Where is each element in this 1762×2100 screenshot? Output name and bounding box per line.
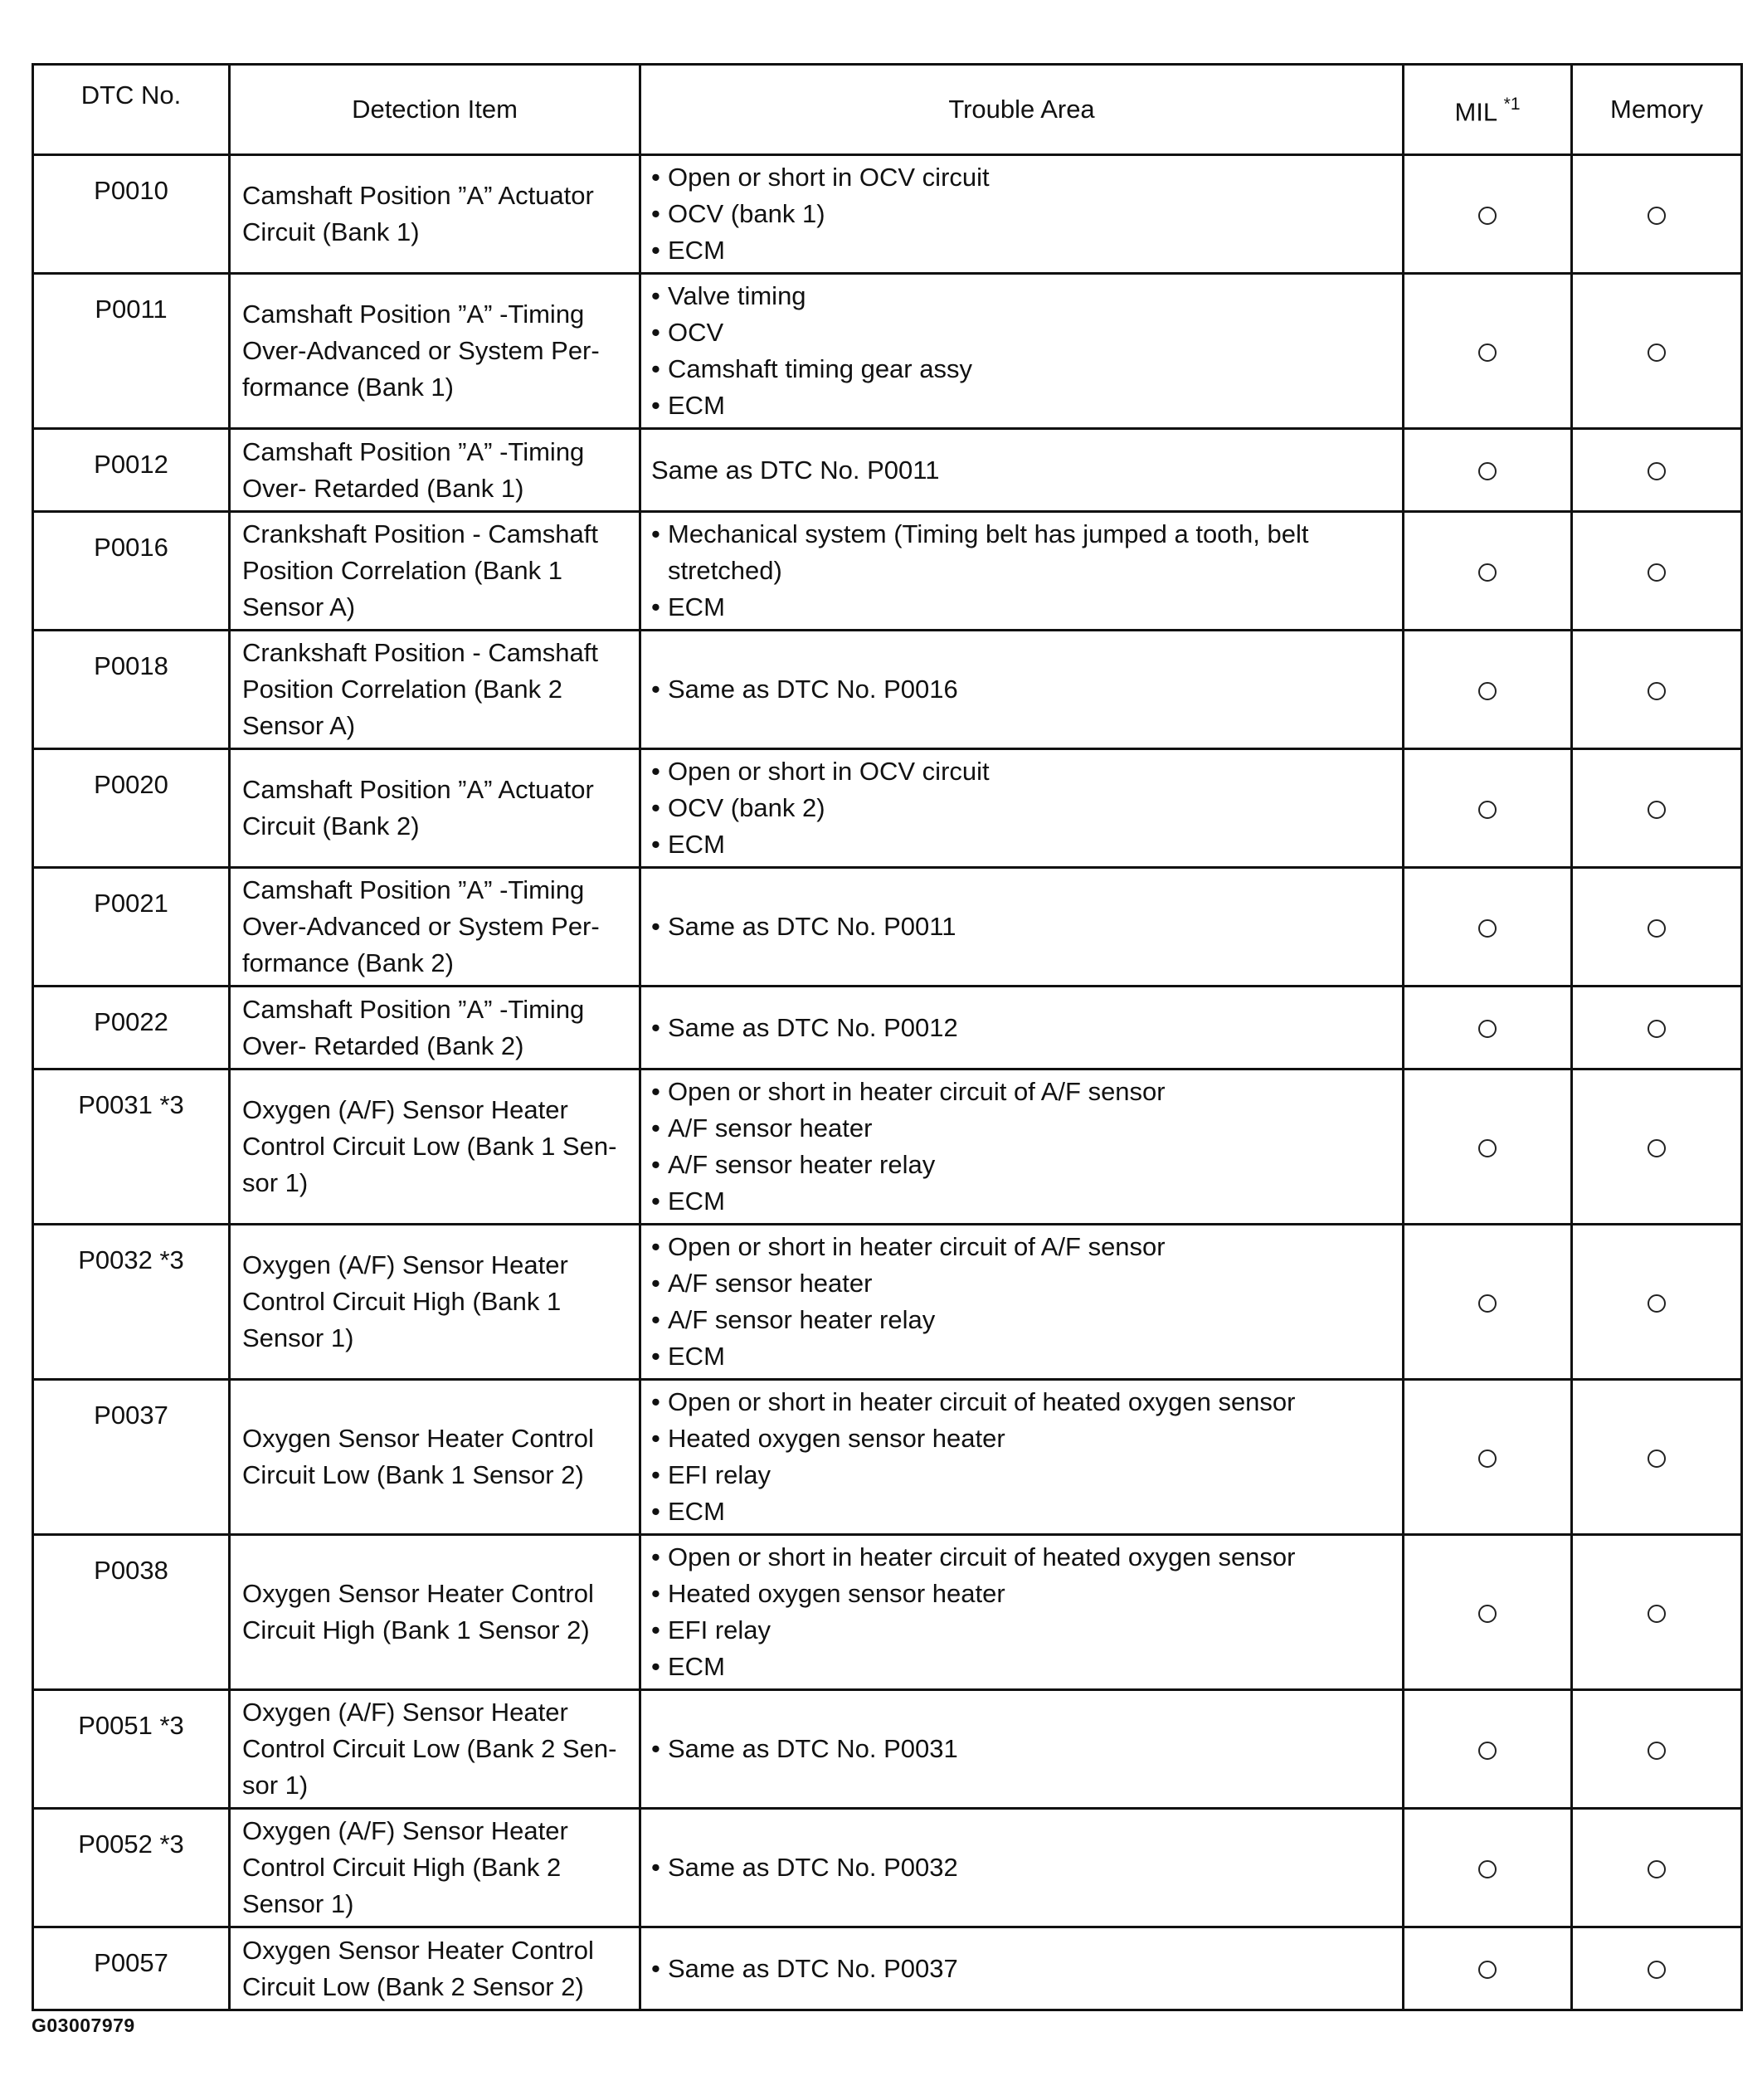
memory-cell bbox=[1572, 274, 1742, 429]
trouble-area-text: A/F sensor heater relay bbox=[668, 1305, 936, 1334]
memory-circle-icon bbox=[1648, 563, 1666, 582]
trouble-area-item bbox=[651, 589, 1394, 626]
header-row bbox=[33, 65, 1742, 155]
trouble-area bbox=[640, 1225, 1404, 1380]
table-row bbox=[33, 631, 1742, 749]
dtc-code: P0051 *3 bbox=[33, 1690, 230, 1809]
trouble-area-item bbox=[651, 1576, 1394, 1612]
trouble-area-text: Same as DTC No. P0031 bbox=[668, 1734, 958, 1763]
memory-cell bbox=[1572, 1690, 1742, 1809]
memory-circle-icon bbox=[1648, 801, 1666, 819]
mil-cell bbox=[1404, 868, 1572, 987]
detection-item: Oxygen (A/F) Sensor Heater Control Circuit High (Bank 1 Sensor 1) bbox=[230, 1225, 640, 1380]
trouble-area-text: Open or short in OCV circuit bbox=[668, 163, 990, 192]
trouble-area-text: ECM bbox=[668, 1652, 725, 1681]
header-mil bbox=[1404, 65, 1572, 155]
dtc-code: P0032 *3 bbox=[33, 1225, 230, 1380]
trouble-area bbox=[640, 1380, 1404, 1535]
trouble-area-item bbox=[651, 1147, 1394, 1183]
memory-circle-icon bbox=[1648, 919, 1666, 938]
trouble-area-text: Same as DTC No. P0032 bbox=[668, 1853, 958, 1882]
bullet-icon: • bbox=[651, 793, 660, 822]
detection-item: Oxygen Sensor Heater Control Circuit Low (Bank 1 Sensor 2) bbox=[230, 1380, 640, 1535]
trouble-area-text: ECM bbox=[668, 830, 725, 859]
table-row bbox=[33, 1225, 1742, 1380]
header-memory: Memory bbox=[1572, 65, 1742, 155]
memory-cell bbox=[1572, 631, 1742, 749]
trouble-area bbox=[640, 1069, 1404, 1225]
detection-item: Crankshaft Position - Camshaft Position Correlation (Bank 1 Sensor A) bbox=[230, 512, 640, 631]
bullet-icon: • bbox=[651, 1615, 660, 1644]
detection-item: Camshaft Position ”A” -Timing Over-Advanced or System Per- formance (Bank 1) bbox=[230, 274, 640, 429]
trouble-area-item bbox=[651, 790, 1394, 826]
trouble-area-item bbox=[651, 232, 1394, 269]
dtc-code: P0052 *3 bbox=[33, 1809, 230, 1927]
trouble-area-text: Heated oxygen sensor heater bbox=[668, 1424, 1005, 1453]
trouble-area-item bbox=[651, 1493, 1394, 1530]
trouble-area-text: EFI relay bbox=[668, 1615, 771, 1644]
trouble-area-item bbox=[651, 826, 1394, 863]
bullet-icon: • bbox=[651, 1542, 660, 1571]
trouble-area-item bbox=[651, 1265, 1394, 1302]
bullet-icon: • bbox=[651, 199, 660, 228]
trouble-area bbox=[640, 274, 1404, 429]
trouble-area-item bbox=[651, 1338, 1394, 1375]
memory-cell bbox=[1572, 1927, 1742, 2010]
dtc-code: P0010 bbox=[33, 155, 230, 274]
memory-circle-icon bbox=[1648, 462, 1666, 480]
trouble-area-text: Heated oxygen sensor heater bbox=[668, 1579, 1005, 1608]
bullet-icon: • bbox=[651, 1424, 660, 1453]
mil-cell bbox=[1404, 631, 1572, 749]
trouble-area-item bbox=[651, 1849, 1394, 1886]
trouble-area-text: Same as DTC No. P0037 bbox=[668, 1953, 958, 1983]
bullet-icon: • bbox=[651, 912, 660, 941]
trouble-area-text: ECM bbox=[668, 1342, 725, 1371]
bullet-icon: • bbox=[651, 281, 660, 310]
memory-cell bbox=[1572, 987, 1742, 1069]
bullet-icon: • bbox=[651, 1342, 660, 1371]
trouble-area-text: Same as DTC No. P0011 bbox=[651, 455, 940, 485]
mil-cell bbox=[1404, 1690, 1572, 1809]
table-row bbox=[33, 987, 1742, 1069]
memory-cell bbox=[1572, 868, 1742, 987]
bullet-icon: • bbox=[651, 354, 660, 383]
dtc-code: P0031 *3 bbox=[33, 1069, 230, 1225]
mil-circle-icon bbox=[1478, 1860, 1497, 1878]
trouble-area-text: Mechanical system (Timing belt has jumped a tooth, belt stretched) bbox=[668, 519, 1309, 585]
bullet-icon: • bbox=[651, 1232, 660, 1261]
table-row bbox=[33, 512, 1742, 631]
trouble-area-text: Open or short in heater circuit of A/F sensor bbox=[668, 1077, 1166, 1106]
table-row bbox=[33, 1535, 1742, 1690]
detection-item: Oxygen Sensor Heater Control Circuit Low (Bank 2 Sensor 2) bbox=[230, 1927, 640, 2010]
trouble-area-item bbox=[651, 387, 1394, 424]
trouble-area-text: ECM bbox=[668, 1186, 725, 1216]
bullet-icon: • bbox=[651, 1012, 660, 1042]
memory-circle-icon bbox=[1648, 1020, 1666, 1038]
memory-circle-icon bbox=[1648, 1961, 1666, 1979]
mil-circle-icon bbox=[1478, 1294, 1497, 1313]
bullet-icon: • bbox=[651, 1113, 660, 1143]
table-row bbox=[33, 1690, 1742, 1809]
trouble-area-text: OCV bbox=[668, 318, 724, 347]
trouble-area bbox=[640, 631, 1404, 749]
trouble-area-text: Same as DTC No. P0016 bbox=[668, 675, 958, 704]
trouble-area-text: Same as DTC No. P0011 bbox=[668, 912, 956, 941]
memory-circle-icon bbox=[1648, 1742, 1666, 1760]
memory-circle-icon bbox=[1648, 207, 1666, 225]
table-row bbox=[33, 1809, 1742, 1927]
memory-cell bbox=[1572, 1535, 1742, 1690]
dtc-code: P0022 bbox=[33, 987, 230, 1069]
bullet-icon: • bbox=[651, 391, 660, 420]
dtc-code: P0011 bbox=[33, 274, 230, 429]
trouble-area-item bbox=[651, 1110, 1394, 1147]
trouble-area-item bbox=[651, 196, 1394, 232]
table-body bbox=[33, 155, 1742, 2010]
bullet-icon: • bbox=[651, 519, 660, 548]
memory-circle-icon bbox=[1648, 344, 1666, 362]
memory-cell bbox=[1572, 749, 1742, 868]
mil-circle-icon bbox=[1478, 1139, 1497, 1157]
detection-item: Oxygen (A/F) Sensor Heater Control Circuit High (Bank 2 Sensor 1) bbox=[230, 1809, 640, 1927]
bullet-icon: • bbox=[651, 1305, 660, 1334]
trouble-area-text: OCV (bank 1) bbox=[668, 199, 825, 228]
table-row bbox=[33, 155, 1742, 274]
dtc-code: P0018 bbox=[33, 631, 230, 749]
memory-circle-icon bbox=[1648, 1450, 1666, 1468]
mil-cell bbox=[1404, 274, 1572, 429]
mil-circle-icon bbox=[1478, 1742, 1497, 1760]
trouble-area-item bbox=[651, 1731, 1394, 1767]
trouble-area-item bbox=[651, 1612, 1394, 1649]
detection-item: Camshaft Position ”A” -Timing Over- Retarded (Bank 2) bbox=[230, 987, 640, 1069]
trouble-area bbox=[640, 512, 1404, 631]
table-row bbox=[33, 1380, 1742, 1535]
dtc-code: P0037 bbox=[33, 1380, 230, 1535]
bullet-icon: • bbox=[651, 757, 660, 786]
header-dtc: DTC No. bbox=[33, 65, 230, 155]
bullet-icon: • bbox=[651, 1579, 660, 1608]
trouble-area-item bbox=[651, 1229, 1394, 1265]
trouble-area-text: ECM bbox=[668, 236, 725, 265]
mil-circle-icon bbox=[1478, 1961, 1497, 1979]
bullet-icon: • bbox=[651, 1853, 660, 1882]
trouble-area-item bbox=[651, 278, 1394, 314]
trouble-area-text: ECM bbox=[668, 391, 725, 420]
mil-circle-icon bbox=[1478, 344, 1497, 362]
header-mil-label: MIL bbox=[1454, 97, 1497, 127]
bullet-icon: • bbox=[651, 1497, 660, 1526]
trouble-area bbox=[640, 868, 1404, 987]
bullet-icon: • bbox=[651, 163, 660, 192]
mil-cell bbox=[1404, 155, 1572, 274]
trouble-area-text: A/F sensor heater bbox=[668, 1269, 873, 1298]
table-row bbox=[33, 868, 1742, 987]
mil-cell bbox=[1404, 1225, 1572, 1380]
detection-item: Oxygen (A/F) Sensor Heater Control Circuit Low (Bank 2 Sen- sor 1) bbox=[230, 1690, 640, 1809]
mil-cell bbox=[1404, 987, 1572, 1069]
bullet-icon: • bbox=[651, 1953, 660, 1983]
trouble-area-item bbox=[651, 1074, 1394, 1110]
trouble-area-text: A/F sensor heater relay bbox=[668, 1150, 936, 1179]
trouble-area-item bbox=[651, 909, 1394, 945]
mil-cell bbox=[1404, 1069, 1572, 1225]
bullet-icon: • bbox=[651, 1387, 660, 1416]
trouble-area-item bbox=[651, 1010, 1394, 1046]
memory-cell bbox=[1572, 1069, 1742, 1225]
bullet-icon: • bbox=[651, 675, 660, 704]
mil-circle-icon bbox=[1478, 801, 1497, 819]
memory-circle-icon bbox=[1648, 682, 1666, 700]
trouble-area-text: A/F sensor heater bbox=[668, 1113, 873, 1143]
trouble-area-item bbox=[651, 1384, 1394, 1420]
memory-circle-icon bbox=[1648, 1605, 1666, 1623]
detection-item: Camshaft Position ”A” Actuator Circuit (Bank 1) bbox=[230, 155, 640, 274]
header-trouble-area: Trouble Area bbox=[640, 65, 1404, 155]
trouble-area-text: Camshaft timing gear assy bbox=[668, 354, 972, 383]
trouble-area-item bbox=[651, 671, 1394, 708]
bullet-icon: • bbox=[651, 1186, 660, 1216]
mil-cell bbox=[1404, 429, 1572, 512]
mil-cell bbox=[1404, 512, 1572, 631]
trouble-area bbox=[640, 155, 1404, 274]
trouble-area bbox=[640, 429, 1404, 512]
memory-cell bbox=[1572, 155, 1742, 274]
trouble-area bbox=[640, 1809, 1404, 1927]
trouble-area-item bbox=[651, 1951, 1394, 1987]
bullet-icon: • bbox=[651, 1652, 660, 1681]
bullet-icon: • bbox=[651, 1150, 660, 1179]
trouble-area-item bbox=[651, 1302, 1394, 1338]
mil-cell bbox=[1404, 1380, 1572, 1535]
mil-circle-icon bbox=[1478, 919, 1497, 938]
trouble-area bbox=[640, 749, 1404, 868]
dtc-code: P0020 bbox=[33, 749, 230, 868]
trouble-area-text: Open or short in OCV circuit bbox=[668, 757, 990, 786]
memory-cell bbox=[1572, 429, 1742, 512]
trouble-area bbox=[640, 987, 1404, 1069]
header-mil-footnote: *1 bbox=[1503, 95, 1521, 115]
detection-item: Oxygen (A/F) Sensor Heater Control Circuit Low (Bank 1 Sen- sor 1) bbox=[230, 1069, 640, 1225]
mil-circle-icon bbox=[1478, 1605, 1497, 1623]
mil-cell bbox=[1404, 1809, 1572, 1927]
trouble-area-item bbox=[651, 1420, 1394, 1457]
trouble-area-item bbox=[651, 753, 1394, 790]
trouble-area bbox=[640, 1927, 1404, 2010]
memory-cell bbox=[1572, 1225, 1742, 1380]
mil-cell bbox=[1404, 749, 1572, 868]
trouble-area-text: Same as DTC No. P0012 bbox=[668, 1012, 958, 1042]
trouble-area-text: EFI relay bbox=[668, 1460, 771, 1489]
mil-cell bbox=[1404, 1927, 1572, 2010]
bullet-icon: • bbox=[651, 318, 660, 347]
trouble-area-text: Open or short in heater circuit of heated oxygen sensor bbox=[668, 1387, 1296, 1416]
table-row bbox=[33, 749, 1742, 868]
trouble-area-item bbox=[651, 314, 1394, 351]
trouble-area-item bbox=[651, 516, 1394, 589]
mil-circle-icon bbox=[1478, 1020, 1497, 1038]
mil-circle-icon bbox=[1478, 207, 1497, 225]
bullet-icon: • bbox=[651, 1077, 660, 1106]
memory-cell bbox=[1572, 512, 1742, 631]
trouble-area-text: ECM bbox=[668, 1497, 725, 1526]
table-row bbox=[33, 1927, 1742, 2010]
table-row bbox=[33, 1069, 1742, 1225]
dtc-code: P0021 bbox=[33, 868, 230, 987]
detection-item: Crankshaft Position - Camshaft Position Correlation (Bank 2 Sensor A) bbox=[230, 631, 640, 749]
trouble-area-item bbox=[651, 351, 1394, 387]
dtc-code: P0016 bbox=[33, 512, 230, 631]
trouble-area-text: ECM bbox=[668, 592, 725, 621]
detection-item: Camshaft Position ”A” -Timing Over- Retarded (Bank 1) bbox=[230, 429, 640, 512]
detection-item: Camshaft Position ”A” -Timing Over-Advanced or System Per- formance (Bank 2) bbox=[230, 868, 640, 987]
dtc-code: P0057 bbox=[33, 1927, 230, 2010]
trouble-area bbox=[640, 1690, 1404, 1809]
dtc-table bbox=[32, 63, 1743, 2011]
bullet-icon: • bbox=[651, 1460, 660, 1489]
trouble-area-item bbox=[651, 159, 1394, 196]
detection-item: Camshaft Position ”A” Actuator Circuit (Bank 2) bbox=[230, 749, 640, 868]
header-detection-item: Detection Item bbox=[230, 65, 640, 155]
bullet-icon: • bbox=[651, 236, 660, 265]
detection-item: Oxygen Sensor Heater Control Circuit High (Bank 1 Sensor 2) bbox=[230, 1535, 640, 1690]
mil-circle-icon bbox=[1478, 462, 1497, 480]
mil-circle-icon bbox=[1478, 563, 1497, 582]
dtc-code: P0038 bbox=[33, 1535, 230, 1690]
table-row bbox=[33, 274, 1742, 429]
bullet-icon: • bbox=[651, 592, 660, 621]
table-row bbox=[33, 429, 1742, 512]
trouble-area-text: OCV (bank 2) bbox=[668, 793, 825, 822]
mil-cell bbox=[1404, 1535, 1572, 1690]
memory-cell bbox=[1572, 1809, 1742, 1927]
memory-circle-icon bbox=[1648, 1139, 1666, 1157]
trouble-area-item bbox=[651, 1649, 1394, 1685]
bullet-icon: • bbox=[651, 1734, 660, 1763]
trouble-area-text: Open or short in heater circuit of heated oxygen sensor bbox=[668, 1542, 1296, 1571]
trouble-area-item bbox=[651, 1539, 1394, 1576]
mil-circle-icon bbox=[1478, 682, 1497, 700]
dtc-code: P0012 bbox=[33, 429, 230, 512]
bullet-icon: • bbox=[651, 830, 660, 859]
trouble-area-text: Valve timing bbox=[668, 281, 806, 310]
memory-circle-icon bbox=[1648, 1294, 1666, 1313]
memory-circle-icon bbox=[1648, 1860, 1666, 1878]
figure-code: G03007979 bbox=[32, 2015, 135, 2036]
trouble-area bbox=[640, 1535, 1404, 1690]
trouble-area-item bbox=[651, 1183, 1394, 1220]
mil-circle-icon bbox=[1478, 1450, 1497, 1468]
trouble-area-item bbox=[651, 1457, 1394, 1493]
memory-cell bbox=[1572, 1380, 1742, 1535]
bullet-icon: • bbox=[651, 1269, 660, 1298]
trouble-area-text: Open or short in heater circuit of A/F sensor bbox=[668, 1232, 1166, 1261]
